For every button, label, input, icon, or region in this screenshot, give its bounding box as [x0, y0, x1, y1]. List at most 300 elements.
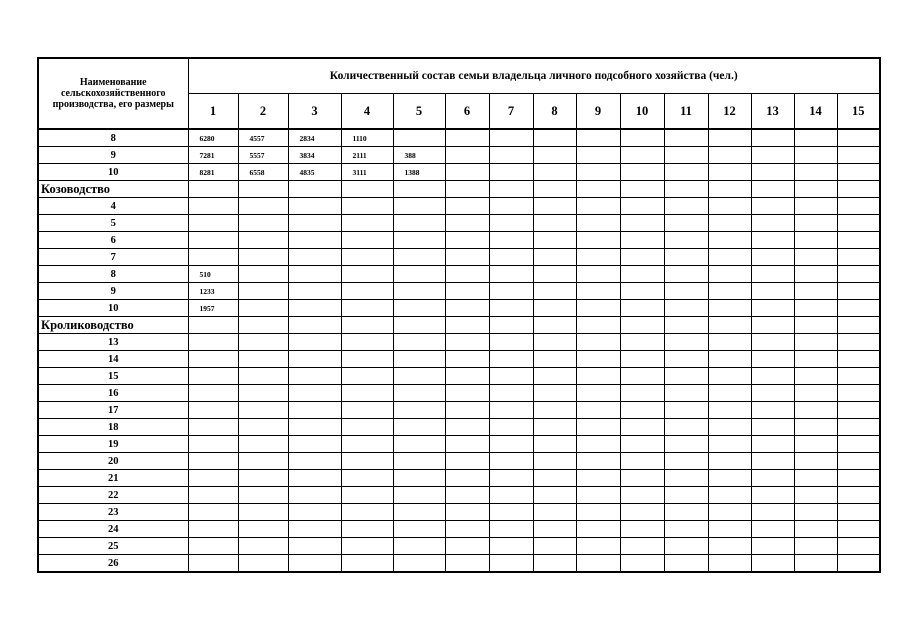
empty-cell: [188, 181, 238, 198]
value-cell: 1233: [188, 283, 238, 300]
empty-cell: [794, 521, 837, 538]
empty-cell: [341, 351, 393, 368]
empty-cell: [393, 300, 445, 317]
section-label: Козоводство: [38, 181, 188, 198]
empty-cell: [708, 317, 751, 334]
empty-cell: [489, 198, 533, 215]
empty-cell: [238, 385, 288, 402]
empty-cell: [288, 266, 341, 283]
table-row: [38, 368, 880, 385]
empty-cell: [393, 351, 445, 368]
empty-cell: [288, 555, 341, 573]
empty-cell: [445, 215, 489, 232]
empty-cell: [288, 215, 341, 232]
empty-cell: [751, 317, 794, 334]
empty-cell: [188, 232, 238, 249]
empty-cell: [708, 419, 751, 436]
empty-cell: [620, 232, 664, 249]
empty-cell: [837, 504, 880, 521]
empty-cell: [238, 453, 288, 470]
empty-cell: [238, 368, 288, 385]
empty-cell: [341, 368, 393, 385]
empty-cell: [489, 334, 533, 351]
empty-cell: [751, 334, 794, 351]
empty-cell: [393, 317, 445, 334]
empty-cell: [238, 249, 288, 266]
empty-cell: [708, 300, 751, 317]
empty-cell: [288, 436, 341, 453]
empty-cell: [576, 419, 620, 436]
empty-cell: [393, 504, 445, 521]
empty-cell: [620, 300, 664, 317]
empty-cell: [576, 181, 620, 198]
empty-cell: [533, 368, 576, 385]
empty-cell: [664, 436, 708, 453]
empty-cell: [445, 232, 489, 249]
empty-cell: [708, 487, 751, 504]
value-cell: 8281: [188, 164, 238, 181]
value-cell: 6280: [188, 129, 238, 147]
empty-cell: [576, 249, 620, 266]
empty-cell: [489, 147, 533, 164]
header-col-8: 8: [533, 94, 576, 130]
empty-cell: [837, 164, 880, 181]
table-row: [38, 266, 880, 283]
empty-cell: [288, 249, 341, 266]
empty-cell: [708, 351, 751, 368]
empty-cell: [837, 181, 880, 198]
header-group-title: Количественный состав семьи владельца личного подсобного хозяйства (чел.): [188, 58, 880, 94]
empty-cell: [341, 504, 393, 521]
empty-cell: [751, 521, 794, 538]
table-row: [38, 521, 880, 538]
empty-cell: [341, 385, 393, 402]
empty-cell: [708, 129, 751, 147]
empty-cell: [445, 181, 489, 198]
empty-cell: [620, 249, 664, 266]
empty-cell: [445, 249, 489, 266]
empty-cell: [445, 538, 489, 555]
header-col-10: 10: [620, 94, 664, 130]
header-name-column: Наименование сельскохозяйственного производства, его размеры: [38, 58, 188, 129]
empty-cell: [489, 300, 533, 317]
empty-cell: [708, 538, 751, 555]
empty-cell: [751, 147, 794, 164]
empty-cell: [238, 232, 288, 249]
empty-cell: [489, 402, 533, 419]
empty-cell: [489, 368, 533, 385]
empty-cell: [620, 487, 664, 504]
row-label: 25: [38, 538, 188, 555]
empty-cell: [489, 232, 533, 249]
row-label: 21: [38, 470, 188, 487]
empty-cell: [288, 487, 341, 504]
empty-cell: [341, 300, 393, 317]
empty-cell: [576, 266, 620, 283]
empty-cell: [576, 487, 620, 504]
table-row: [38, 487, 880, 504]
empty-cell: [664, 402, 708, 419]
row-label: 16: [38, 385, 188, 402]
empty-cell: [445, 129, 489, 147]
empty-cell: [794, 300, 837, 317]
empty-cell: [794, 129, 837, 147]
empty-cell: [751, 232, 794, 249]
empty-cell: [533, 181, 576, 198]
empty-cell: [751, 504, 794, 521]
empty-cell: [664, 232, 708, 249]
empty-cell: [794, 351, 837, 368]
empty-cell: [445, 555, 489, 573]
empty-cell: [393, 555, 445, 573]
empty-cell: [576, 334, 620, 351]
empty-cell: [188, 385, 238, 402]
empty-cell: [664, 351, 708, 368]
empty-cell: [188, 436, 238, 453]
empty-cell: [393, 215, 445, 232]
empty-cell: [664, 453, 708, 470]
row-label: 26: [38, 555, 188, 573]
empty-cell: [576, 521, 620, 538]
empty-cell: [837, 129, 880, 147]
empty-cell: [664, 129, 708, 147]
empty-cell: [620, 164, 664, 181]
table-row: [38, 504, 880, 521]
empty-cell: [238, 266, 288, 283]
empty-cell: [664, 385, 708, 402]
empty-cell: [837, 334, 880, 351]
empty-cell: [238, 351, 288, 368]
empty-cell: [620, 368, 664, 385]
section-label: Кролиководство: [38, 317, 188, 334]
empty-cell: [489, 504, 533, 521]
empty-cell: [445, 351, 489, 368]
table-row: [38, 249, 880, 266]
empty-cell: [794, 453, 837, 470]
empty-cell: [533, 351, 576, 368]
empty-cell: [445, 334, 489, 351]
header-col-12: 12: [708, 94, 751, 130]
empty-cell: [794, 504, 837, 521]
empty-cell: [489, 436, 533, 453]
empty-cell: [341, 555, 393, 573]
empty-cell: [238, 521, 288, 538]
empty-cell: [708, 164, 751, 181]
empty-cell: [489, 129, 533, 147]
empty-cell: [533, 164, 576, 181]
empty-cell: [489, 538, 533, 555]
empty-cell: [620, 385, 664, 402]
empty-cell: [794, 232, 837, 249]
empty-cell: [445, 402, 489, 419]
header-col-5: 5: [393, 94, 445, 130]
table-row: [38, 555, 880, 573]
empty-cell: [751, 351, 794, 368]
row-label: 6: [38, 232, 188, 249]
empty-cell: [708, 368, 751, 385]
value-cell: 3834: [288, 147, 341, 164]
empty-cell: [751, 283, 794, 300]
empty-cell: [576, 198, 620, 215]
empty-cell: [751, 555, 794, 573]
empty-cell: [794, 385, 837, 402]
empty-cell: [288, 351, 341, 368]
empty-cell: [664, 147, 708, 164]
row-label: 10: [38, 300, 188, 317]
row-label: 13: [38, 334, 188, 351]
empty-cell: [837, 402, 880, 419]
empty-cell: [238, 317, 288, 334]
empty-cell: [341, 215, 393, 232]
empty-cell: [341, 232, 393, 249]
empty-cell: [664, 555, 708, 573]
empty-cell: [794, 555, 837, 573]
empty-cell: [489, 266, 533, 283]
empty-cell: [533, 317, 576, 334]
table-body: [38, 129, 880, 572]
empty-cell: [837, 232, 880, 249]
row-label: 7: [38, 249, 188, 266]
table-row: [38, 385, 880, 402]
empty-cell: [576, 164, 620, 181]
empty-cell: [794, 487, 837, 504]
empty-cell: [751, 385, 794, 402]
empty-cell: [238, 504, 288, 521]
empty-cell: [341, 198, 393, 215]
empty-cell: [837, 385, 880, 402]
empty-cell: [341, 470, 393, 487]
empty-cell: [837, 266, 880, 283]
empty-cell: [533, 198, 576, 215]
table-row: [38, 283, 880, 300]
empty-cell: [341, 249, 393, 266]
empty-cell: [664, 538, 708, 555]
empty-cell: [341, 402, 393, 419]
table-row: [38, 470, 880, 487]
empty-cell: [489, 453, 533, 470]
empty-cell: [393, 487, 445, 504]
header-col-15: 15: [837, 94, 880, 130]
empty-cell: [341, 419, 393, 436]
empty-cell: [188, 538, 238, 555]
empty-cell: [393, 470, 445, 487]
row-label: 20: [38, 453, 188, 470]
empty-cell: [288, 385, 341, 402]
table-row: [38, 164, 880, 181]
empty-cell: [445, 300, 489, 317]
row-label: 10: [38, 164, 188, 181]
empty-cell: [533, 129, 576, 147]
empty-cell: [489, 385, 533, 402]
empty-cell: [708, 232, 751, 249]
empty-cell: [620, 555, 664, 573]
empty-cell: [837, 453, 880, 470]
empty-cell: [533, 555, 576, 573]
empty-cell: [341, 538, 393, 555]
empty-cell: [751, 300, 794, 317]
row-label: 4: [38, 198, 188, 215]
empty-cell: [664, 181, 708, 198]
row-label: 9: [38, 283, 188, 300]
empty-cell: [664, 300, 708, 317]
empty-cell: [445, 487, 489, 504]
empty-cell: [751, 402, 794, 419]
empty-cell: [341, 334, 393, 351]
empty-cell: [837, 521, 880, 538]
empty-cell: [188, 504, 238, 521]
table-row: [38, 198, 880, 215]
empty-cell: [341, 487, 393, 504]
empty-cell: [708, 147, 751, 164]
empty-cell: [188, 215, 238, 232]
value-cell: 1388: [393, 164, 445, 181]
empty-cell: [837, 283, 880, 300]
empty-cell: [751, 419, 794, 436]
table-row: [38, 436, 880, 453]
empty-cell: [489, 555, 533, 573]
empty-cell: [341, 521, 393, 538]
empty-cell: [393, 368, 445, 385]
empty-cell: [837, 419, 880, 436]
empty-cell: [664, 368, 708, 385]
empty-cell: [620, 436, 664, 453]
empty-cell: [445, 504, 489, 521]
empty-cell: [341, 453, 393, 470]
empty-cell: [188, 317, 238, 334]
empty-cell: [238, 198, 288, 215]
empty-cell: [837, 300, 880, 317]
empty-cell: [288, 504, 341, 521]
empty-cell: [445, 521, 489, 538]
empty-cell: [445, 147, 489, 164]
empty-cell: [288, 181, 341, 198]
empty-cell: [576, 402, 620, 419]
empty-cell: [620, 198, 664, 215]
empty-cell: [489, 164, 533, 181]
empty-cell: [837, 249, 880, 266]
empty-cell: [708, 266, 751, 283]
empty-cell: [288, 300, 341, 317]
empty-cell: [238, 419, 288, 436]
table-row: [38, 402, 880, 419]
empty-cell: [664, 198, 708, 215]
empty-cell: [794, 402, 837, 419]
empty-cell: [664, 164, 708, 181]
empty-cell: [751, 215, 794, 232]
household-table: [37, 57, 881, 573]
empty-cell: [794, 198, 837, 215]
empty-cell: [288, 283, 341, 300]
empty-cell: [576, 555, 620, 573]
empty-cell: [576, 453, 620, 470]
empty-cell: [751, 129, 794, 147]
empty-cell: [393, 232, 445, 249]
empty-cell: [664, 504, 708, 521]
empty-cell: [664, 215, 708, 232]
table-row: [38, 215, 880, 232]
table-row: [38, 129, 880, 147]
empty-cell: [751, 164, 794, 181]
table-row: [38, 232, 880, 249]
empty-cell: [576, 232, 620, 249]
empty-cell: [238, 283, 288, 300]
empty-cell: [708, 283, 751, 300]
empty-cell: [533, 385, 576, 402]
empty-cell: [188, 419, 238, 436]
empty-cell: [620, 283, 664, 300]
empty-cell: [576, 300, 620, 317]
empty-cell: [751, 181, 794, 198]
empty-cell: [393, 283, 445, 300]
empty-cell: [620, 521, 664, 538]
empty-cell: [445, 164, 489, 181]
empty-cell: [794, 538, 837, 555]
empty-cell: [794, 317, 837, 334]
empty-cell: [837, 198, 880, 215]
empty-cell: [794, 249, 837, 266]
empty-cell: [664, 283, 708, 300]
empty-cell: [620, 402, 664, 419]
empty-cell: [445, 317, 489, 334]
empty-cell: [238, 334, 288, 351]
empty-cell: [620, 453, 664, 470]
row-label: 18: [38, 419, 188, 436]
empty-cell: [837, 215, 880, 232]
empty-cell: [341, 266, 393, 283]
empty-cell: [751, 266, 794, 283]
empty-cell: [794, 419, 837, 436]
empty-cell: [620, 215, 664, 232]
empty-cell: [188, 470, 238, 487]
empty-cell: [188, 402, 238, 419]
empty-cell: [576, 436, 620, 453]
empty-cell: [533, 470, 576, 487]
empty-cell: [489, 470, 533, 487]
empty-cell: [445, 266, 489, 283]
header-col-2: 2: [238, 94, 288, 130]
empty-cell: [445, 368, 489, 385]
value-cell: 4835: [288, 164, 341, 181]
empty-cell: [288, 334, 341, 351]
empty-cell: [708, 436, 751, 453]
empty-cell: [341, 283, 393, 300]
empty-cell: [794, 436, 837, 453]
empty-cell: [188, 198, 238, 215]
empty-cell: [288, 470, 341, 487]
empty-cell: [708, 215, 751, 232]
empty-cell: [489, 181, 533, 198]
row-label: 17: [38, 402, 188, 419]
empty-cell: [620, 351, 664, 368]
empty-cell: [576, 129, 620, 147]
empty-cell: [620, 470, 664, 487]
empty-cell: [576, 283, 620, 300]
empty-cell: [238, 181, 288, 198]
empty-cell: [794, 470, 837, 487]
empty-cell: [837, 487, 880, 504]
empty-cell: [188, 249, 238, 266]
empty-cell: [794, 164, 837, 181]
empty-cell: [188, 368, 238, 385]
empty-cell: [288, 232, 341, 249]
empty-cell: [288, 402, 341, 419]
empty-cell: [751, 470, 794, 487]
empty-cell: [664, 266, 708, 283]
empty-cell: [533, 487, 576, 504]
empty-cell: [393, 129, 445, 147]
empty-cell: [576, 470, 620, 487]
row-label: 5: [38, 215, 188, 232]
